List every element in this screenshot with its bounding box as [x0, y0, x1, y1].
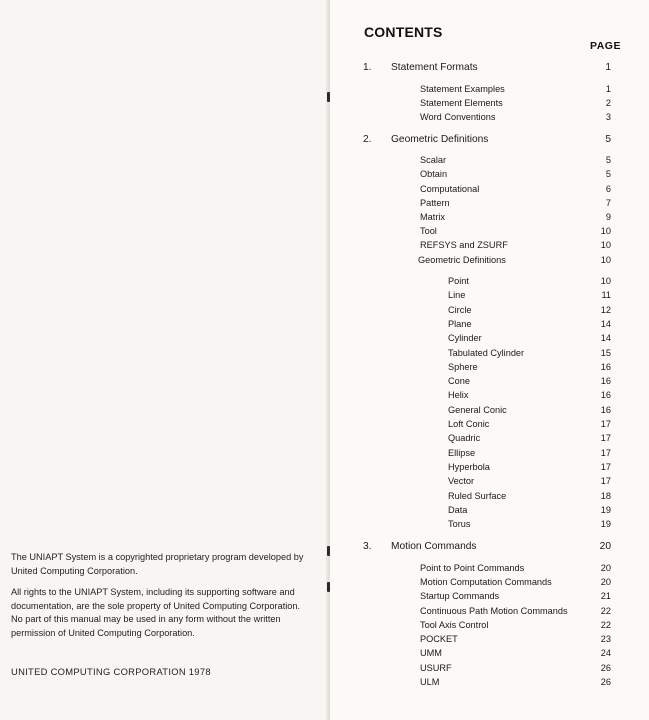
toc-section-3[interactable] [0, 541, 649, 555]
page-number: 19 [600, 505, 611, 515]
page-number: 14 [600, 333, 611, 343]
page-number: 20 [600, 563, 611, 573]
entry-title: Computational [420, 184, 480, 194]
page-number: 26 [600, 663, 611, 673]
toc-subentry[interactable] [0, 376, 649, 390]
page-number: 1 [605, 62, 611, 73]
page-number: 12 [600, 305, 611, 315]
page-number: 14 [600, 319, 611, 329]
toc-subentry[interactable] [0, 462, 649, 476]
subentry-title: Cone [448, 376, 470, 386]
entry-title: Statement Examples [420, 84, 505, 94]
toc-subentry[interactable] [0, 505, 649, 519]
subentry-title: Vector [448, 476, 475, 486]
section-number: 2. [363, 134, 372, 145]
section-number: 1. [363, 62, 372, 73]
toc-entry[interactable] [0, 226, 649, 240]
toc-entry[interactable] [0, 84, 649, 98]
section-title: Geometric Definitions [391, 134, 489, 145]
subentry-title: Cylinder [448, 333, 482, 343]
toc-entry[interactable] [0, 563, 649, 577]
toc-subentry[interactable] [0, 419, 649, 433]
toc-subentry[interactable] [0, 390, 649, 404]
entry-title: USURF [420, 663, 452, 673]
page-number: 17 [600, 448, 611, 458]
toc-subentry[interactable] [0, 448, 649, 462]
entry-title: POCKET [420, 634, 458, 644]
toc-entry[interactable] [0, 620, 649, 634]
page-number: 5 [605, 134, 611, 145]
entry-title: Word Conventions [420, 112, 496, 122]
toc-entry[interactable] [0, 169, 649, 183]
entry-title: Tool Axis Control [420, 620, 489, 630]
entry-title: Geometric Definitions [418, 255, 506, 265]
entry-title: Startup Commands [420, 591, 500, 601]
entry-title: Pattern [420, 198, 450, 208]
toc-entry[interactable] [0, 240, 649, 254]
page-number: 16 [600, 362, 611, 372]
subentry-title: Loft Conic [448, 419, 490, 429]
toc-entry[interactable] [0, 591, 649, 605]
page-number: 20 [599, 541, 611, 552]
page-number: 16 [600, 405, 611, 415]
page-number: 21 [600, 591, 611, 601]
page-number: 2 [605, 98, 611, 108]
page-number: 7 [605, 198, 611, 208]
toc-subentry[interactable] [0, 333, 649, 347]
toc-subentry[interactable] [0, 433, 649, 447]
page-number: 9 [605, 212, 611, 222]
entry-title: Continuous Path Motion Commands [420, 606, 568, 616]
subentry-title: Helix [448, 390, 469, 400]
page-number: 22 [600, 606, 611, 616]
toc-entry[interactable] [0, 677, 649, 691]
entry-title: Obtain [420, 169, 448, 179]
page-number: 20 [600, 577, 611, 587]
page-number: 17 [600, 419, 611, 429]
subentry-title: Point [448, 276, 469, 286]
subentry-title: Ellipse [448, 448, 476, 458]
page-number: 5 [605, 169, 611, 179]
entry-title: UMM [420, 648, 442, 658]
section-title: Motion Commands [391, 541, 477, 552]
toc-entry[interactable] [0, 212, 649, 226]
page-number: 15 [600, 348, 611, 358]
page-number: 1 [605, 84, 611, 94]
toc-subentry[interactable] [0, 290, 649, 304]
page-number: 10 [600, 226, 611, 236]
page-number: 23 [600, 634, 611, 644]
toc-subentry[interactable] [0, 348, 649, 362]
subentry-title: Tabulated Cylinder [448, 348, 525, 358]
entry-title: Matrix [420, 212, 446, 222]
toc-entry[interactable] [0, 606, 649, 620]
copyright-paragraph-2: All rights to the UNIAPT System, including its supporting software and documentation, are the sole property of United Computing Corporation. No part of this manual may be used in any form without the written permission of United Computing Corporation. [11, 587, 301, 638]
copyright-paragraph-1: The UNIAPT System is a copyrighted proprietary program developed by United Computing Corporation. [11, 552, 304, 576]
page-number: 3 [605, 112, 611, 122]
toc-subentry[interactable] [0, 519, 649, 533]
subentry-title: Ruled Surface [448, 491, 507, 501]
toc-section-2[interactable] [0, 134, 649, 148]
subentry-title: Hyperbola [448, 462, 490, 472]
page-column-heading: PAGE [590, 40, 621, 52]
toc-entry[interactable] [0, 577, 649, 591]
page-number: 6 [605, 184, 611, 194]
entry-title: ULM [420, 677, 440, 687]
toc-entry[interactable] [0, 155, 649, 169]
subentry-title: Plane [448, 319, 472, 329]
page-number: 16 [600, 376, 611, 386]
toc-subentry[interactable] [0, 405, 649, 419]
page-number: 26 [600, 677, 611, 687]
entry-title: Motion Computation Commands [420, 577, 552, 587]
toc-entry[interactable] [0, 663, 649, 677]
toc-entry[interactable] [0, 198, 649, 212]
entry-title: Statement Elements [420, 98, 503, 108]
toc-entry[interactable] [0, 112, 649, 126]
page-number: 16 [600, 390, 611, 400]
subentry-title: Line [448, 290, 466, 300]
page-number: 19 [600, 519, 611, 529]
page-number: 24 [600, 648, 611, 658]
subentry-title: Torus [448, 519, 471, 529]
page-number: 11 [601, 290, 611, 300]
toc-entry[interactable] [0, 184, 649, 198]
toc-section-1[interactable] [0, 62, 649, 76]
entry-title: Scalar [420, 155, 447, 165]
toc-entry[interactable] [0, 648, 649, 662]
page-number: 17 [600, 433, 611, 443]
page-number: 10 [600, 276, 611, 286]
toc-subentry[interactable] [0, 305, 649, 319]
subentry-title: General Conic [448, 405, 507, 415]
page-number: 17 [600, 476, 611, 486]
entry-title: REFSYS and ZSURF [420, 240, 508, 250]
toc-subentry[interactable] [0, 491, 649, 505]
page-number: 17 [600, 462, 611, 472]
toc-entry[interactable] [0, 255, 649, 269]
entry-title: Point to Point Commands [420, 563, 525, 573]
subentry-title: Circle [448, 305, 472, 315]
page-number: 10 [600, 255, 611, 265]
section-number: 3. [363, 541, 372, 552]
subentry-title: Data [448, 505, 468, 515]
subentry-title: Quadric [448, 433, 481, 443]
entry-title: Tool [420, 226, 437, 236]
toc-subentry[interactable] [0, 319, 649, 333]
toc-entry[interactable] [0, 98, 649, 112]
page-number: 22 [600, 620, 611, 630]
toc-subentry[interactable] [0, 362, 649, 376]
page-number: 10 [600, 240, 611, 250]
page-number: 5 [605, 155, 611, 165]
toc-subentry[interactable] [0, 276, 649, 290]
section-title: Statement Formats [391, 62, 478, 73]
publisher-imprint: UNITED COMPUTING CORPORATION 1978 [11, 666, 211, 677]
subentry-title: Sphere [448, 362, 478, 372]
page-number: 18 [600, 491, 611, 501]
toc-subentry[interactable] [0, 476, 649, 490]
contents-title: CONTENTS [364, 24, 443, 40]
toc-entry[interactable] [0, 634, 649, 648]
